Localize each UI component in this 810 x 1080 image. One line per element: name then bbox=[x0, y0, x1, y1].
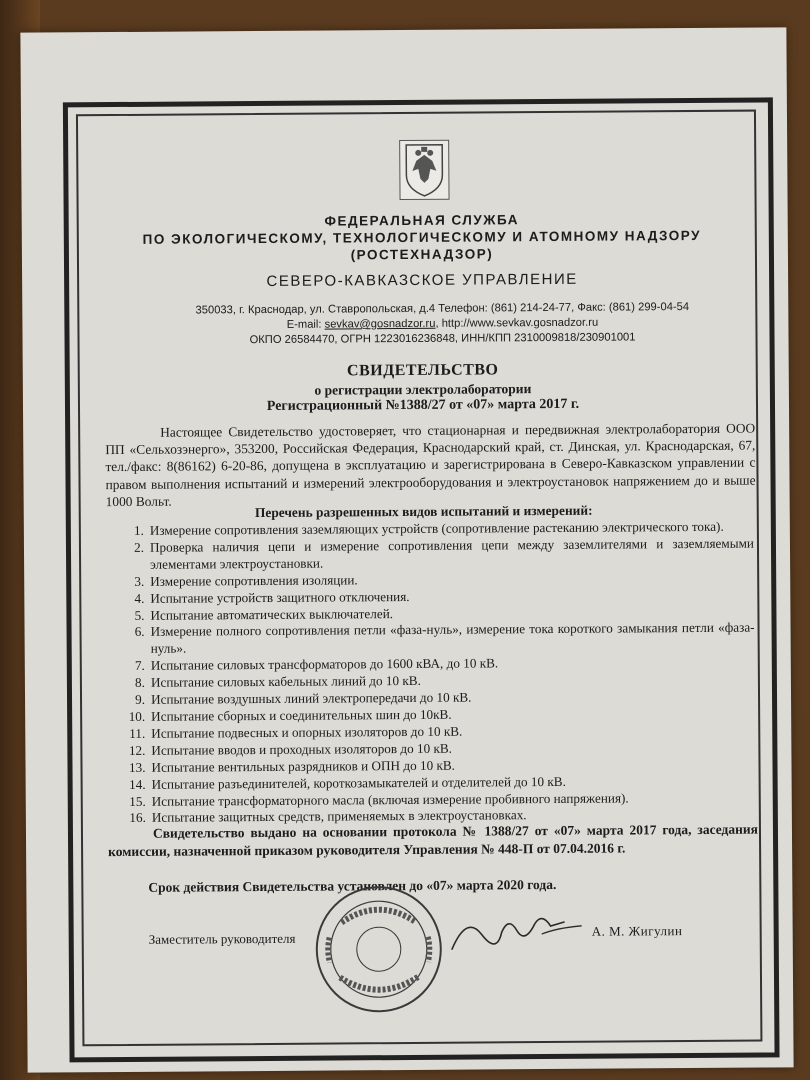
signer-name: А. М. Жигулин bbox=[591, 923, 683, 939]
list-item-text: Испытание подвесных и опорных изоляторов до 10 кВ. bbox=[151, 723, 463, 741]
list-item-number: 11. bbox=[129, 725, 146, 741]
list-item-number: 4. bbox=[134, 590, 145, 606]
list-item-text: Проверка наличия цепи и измерение сопротивления цепи между заземлителями и заземляемыми элементами электроустановки. bbox=[149, 535, 755, 572]
list-item-number: 13. bbox=[128, 759, 146, 775]
email-label: E-mail: bbox=[286, 318, 322, 331]
list-heading: Перечень разрешенных видов испытаний и измерений: bbox=[254, 502, 593, 521]
list-item-number: 14. bbox=[129, 776, 146, 792]
agency-line-1: ФЕДЕРАЛЬНАЯ СЛУЖБА bbox=[324, 212, 519, 229]
list-item-text: Измерение сопротивления заземляющих устройств (сопротивление растеканию электрического тока). bbox=[149, 518, 724, 538]
list-item-text: Испытание автоматических выключателей. bbox=[150, 605, 394, 623]
list-item-text: Измерение полного сопротивления петли «фаза-нуль», измерение тока короткого замыкания петли «фаза-нуль». bbox=[150, 620, 755, 657]
list-item-text: Испытание силовых трансформаторов до 1600 кВА, до 10 кВ. bbox=[150, 655, 499, 674]
list-item-text: Измерение сопротивления изоляции. bbox=[150, 572, 358, 589]
tests-list bbox=[114, 519, 756, 828]
list-item-number: 9. bbox=[135, 691, 146, 707]
signature bbox=[446, 904, 586, 965]
list-item-text: Испытание вводов и проходных изоляторов до 10 кВ. bbox=[151, 740, 453, 758]
basis-paragraph: Свидетельство выдано на основании протокола № 1388/27 от «07» марта 2017 года, заседания комиссии, назначенной приказом руководителя Управления № 448-П от 07.04.2016 г. bbox=[108, 821, 759, 859]
list-item-number: 12. bbox=[128, 742, 146, 758]
coat-of-arms-icon bbox=[399, 140, 449, 200]
agency-line-3: (РОСТЕХНАДЗОР) bbox=[350, 246, 494, 263]
list-item-text: Испытание трансформаторного масла (включая измерение пробивного напряжения). bbox=[151, 789, 629, 809]
document-subtitle: о регистрации электролаборатории bbox=[314, 381, 532, 398]
list-item-text: Испытание сборных и соединительных шин до 10кВ. bbox=[151, 706, 452, 724]
list-item-number: 1. bbox=[133, 522, 144, 538]
agency-header bbox=[92, 210, 752, 266]
document-title: СВИДЕТЕЛЬСТВО bbox=[346, 361, 499, 380]
list-item-number: 3. bbox=[134, 573, 145, 589]
list-item bbox=[114, 535, 754, 573]
list-item-number: 6. bbox=[134, 624, 145, 640]
address-line: 350033, г. Краснодар, ул. Ставропольская, д.4 Телефон: (861) 214-24-77, Факс: (861) 299-04-54 bbox=[195, 301, 690, 317]
validity-statement: Срок действия Свидетельства установлен до «07» марта 2020 года. bbox=[148, 876, 557, 895]
signer-position: Заместитель руководителя bbox=[148, 930, 296, 947]
list-item-text: Испытание разъединителей, короткозамыкателей и отделителей до 10 кВ. bbox=[151, 773, 566, 792]
regional-office: СЕВЕРО-КАВКАЗСКОЕ УПРАВЛЕНИЕ bbox=[266, 270, 578, 290]
list-item-text: Испытание вентильных разрядников и ОПН до 10 кВ. bbox=[151, 757, 455, 775]
intro-paragraph: Настоящее Свидетельство удостоверяет, что стационарная и передвижная электролаборатория ООО ПП «Сельхозэнерго», 353200, Российская Федерация, Краснодарский край, ст. Динская, ул. Краснодарская, 67, тел./факс: 8(86162) 6-20-86, допущена в эксплуатацию и зарегистрирована в Северо-Кавказском управлении с правом выполнения испытаний и измерений электрооборудования и электроустановок напряжением до и выше 1000 Вольт. bbox=[105, 420, 756, 509]
list-item bbox=[115, 620, 755, 658]
list-item-number: 15. bbox=[129, 793, 146, 809]
list-item-number: 5. bbox=[134, 607, 145, 623]
registration-number: Регистрационный №1388/27 от «07» марта 2017 г. bbox=[266, 396, 580, 414]
list-item-number: 10. bbox=[128, 708, 146, 724]
email-link[interactable]: sevkav@gosnadzor.ru bbox=[324, 317, 436, 331]
list-item-text: Испытание защитных средств, применяемых в электроустановках. bbox=[151, 807, 527, 826]
document-sheet bbox=[20, 27, 793, 1072]
list-item-number: 7. bbox=[134, 658, 145, 674]
list-item-number: 16. bbox=[129, 810, 146, 826]
list-item-number: 8. bbox=[134, 674, 145, 691]
list-item-text: Испытание воздушных линий электропередачи до 10 кВ. bbox=[150, 689, 472, 707]
official-stamp bbox=[311, 882, 447, 1018]
list-item-number: 2. bbox=[134, 539, 145, 555]
contact-block bbox=[132, 300, 752, 349]
list-item-text: Испытание устройств защитного отключения. bbox=[150, 588, 410, 606]
list-item-text: Испытание силовых кабельных линий до 10 кВ. bbox=[150, 673, 421, 690]
website-link[interactable]: , http://www.sevkav.gosnadzor.ru bbox=[435, 316, 599, 330]
registration-codes: ОКПО 26584470, ОГРН 1223016236848, ИНН/КПП 2310009818/230901001 bbox=[249, 331, 636, 347]
agency-line-2: ПО ЭКОЛОГИЧЕСКОМУ, ТЕХНОЛОГИЧЕСКОМУ И АТОМНОМУ НАДЗОРУ bbox=[142, 227, 702, 247]
